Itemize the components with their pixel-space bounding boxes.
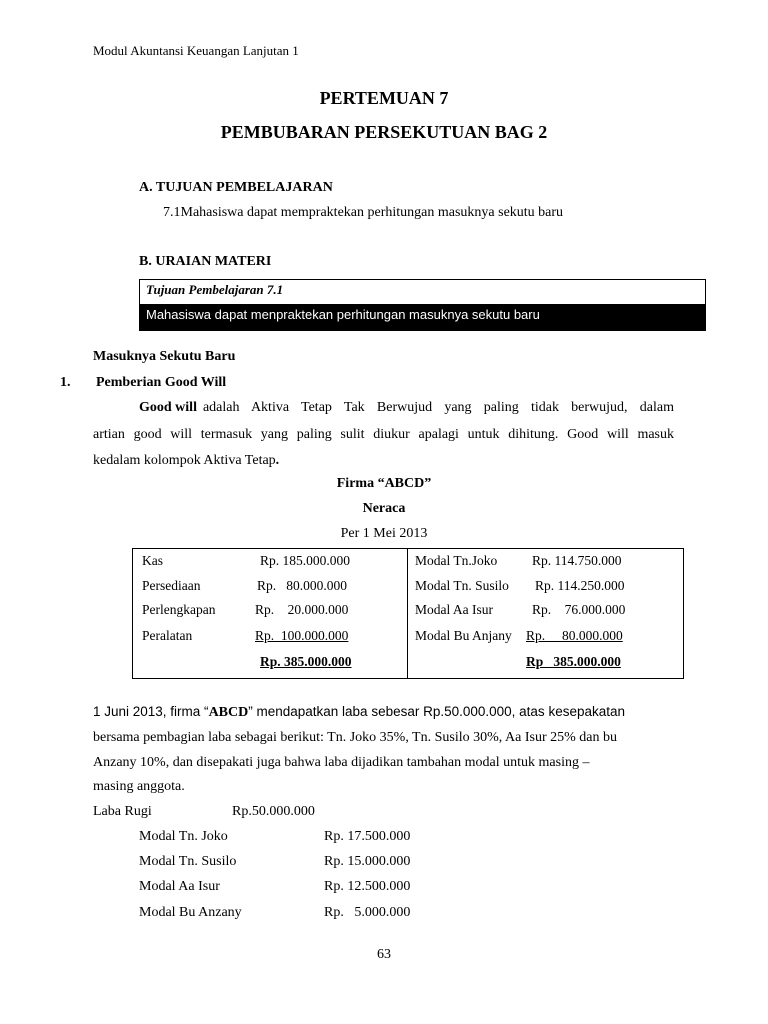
allocation-amount: Rp.50.000.000 [232, 804, 315, 819]
section-a-heading: A. TUJUAN PEMBELAJARAN [139, 180, 333, 195]
subheading: Masuknya Sekutu Baru [93, 349, 236, 364]
asset-label: Perlengkapan [142, 602, 216, 617]
asset-label: Peralatan [142, 628, 193, 643]
learning-objective-text: Mahasiswa dapat menpraktekan perhitungan masuknya sekutu baru [146, 307, 540, 322]
allocation-row-label: Modal Bu Anzany [139, 905, 242, 920]
paragraph1-line2: artian good will termasuk yang paling sulit diukur apalagi untuk dihitung. Good will masuk [93, 427, 674, 442]
equity-label: Modal Bu Anjany [415, 628, 512, 643]
running-header: Modul Akuntansi Keuangan Lanjutan 1 [93, 43, 299, 58]
meeting-title: PERTEMUAN 7 [319, 88, 449, 108]
statement-date: Per 1 Mei 2013 [340, 526, 428, 541]
allocation-row-label: Modal Aa Isur [139, 879, 220, 894]
asset-label: Persediaan [142, 578, 201, 593]
allocation-row-amount: Rp. 12.500.000 [324, 879, 411, 894]
paragraph1-line1 [139, 400, 674, 416]
statement-name: Neraca [362, 501, 406, 516]
topic-title: PEMBUBARAN PERSEKUTUAN BAG 2 [220, 122, 548, 142]
paragraph2-firm-name: ABCD [208, 705, 249, 720]
section-a-item: 7.1Mahasiswa dapat mempraktekan perhitungan masuknya sekutu baru [163, 205, 564, 220]
paragraph2-line4: masing anggota. [93, 779, 185, 794]
equity-amount: Rp. 80.000.000 [526, 628, 623, 643]
equity-amount: Rp. 114.750.000 [532, 553, 622, 568]
asset-amount: Rp. 185.000.000 [260, 553, 351, 568]
balance-sheet-divider [407, 549, 408, 678]
equity-label: Modal Aa Isur [415, 602, 493, 617]
paragraph1-line3-text: kedalam kolompok Aktiva Tetap [93, 453, 276, 468]
paragraph2-line1 [93, 704, 625, 721]
equity-amount: Rp. 114.250.000 [535, 578, 625, 593]
paragraph2-line1-a: 1 Juni 2013, firma “ [93, 704, 209, 719]
point-title: Pemberian Good Will [96, 375, 227, 390]
paragraph2-line3: Anzany 10%, dan disepakati juga bahwa laba dijadikan tambahan modal untuk masing – [93, 755, 590, 770]
allocation-row-label: Modal Tn. Susilo [139, 854, 237, 869]
asset-amount: Rp. 20.000.000 [255, 602, 349, 617]
point-number: 1. [60, 375, 71, 390]
allocation-row-amount: Rp. 15.000.000 [324, 854, 411, 869]
allocation-row-amount: Rp. 17.500.000 [324, 829, 411, 844]
learning-objective-box [139, 279, 706, 331]
paragraph1-line3 [93, 453, 279, 469]
paragraph2-line1-b: ” mendapatkan laba sebesar Rp.50.000.000, atas kesepakatan [248, 704, 625, 719]
assets-total: Rp. 385.000.000 [260, 654, 352, 669]
asset-amount: Rp. 80.000.000 [257, 578, 348, 593]
equity-label: Modal Tn. Susilo [415, 578, 509, 593]
equity-amount: Rp. 76.000.000 [532, 602, 626, 617]
asset-amount: Rp. 100.000.000 [255, 628, 349, 643]
allocation-label: Laba Rugi [93, 804, 152, 819]
balance-sheet-table [132, 548, 684, 679]
allocation-row-amount: Rp. 5.000.000 [324, 905, 411, 920]
asset-label: Kas [142, 553, 163, 568]
equity-label: Modal Tn.Joko [415, 553, 498, 568]
allocation-row-label: Modal Tn. Joko [139, 829, 228, 844]
learning-objective-band [140, 304, 705, 330]
paragraph1-line3-period: . [275, 453, 280, 468]
section-b-heading: B. URAIAN MATERI [139, 254, 272, 269]
equity-total: Rp 385.000.000 [526, 654, 621, 669]
page-number: 63 [377, 947, 391, 962]
good-will-term: Good will [139, 400, 197, 415]
statement-firm: Firma “ABCD” [336, 476, 432, 491]
paragraph1-line1-rest: adalah Aktiva Tetap Tak Berwujud yang paling tidak berwujud, dalam [202, 400, 674, 415]
learning-objective-title: Tujuan Pembelajaran 7.1 [146, 282, 284, 297]
paragraph2-line2: bersama pembagian laba sebagai berikut: Tn. Joko 35%, Tn. Susilo 30%, Aa Isur 25% dan bu [93, 730, 617, 745]
